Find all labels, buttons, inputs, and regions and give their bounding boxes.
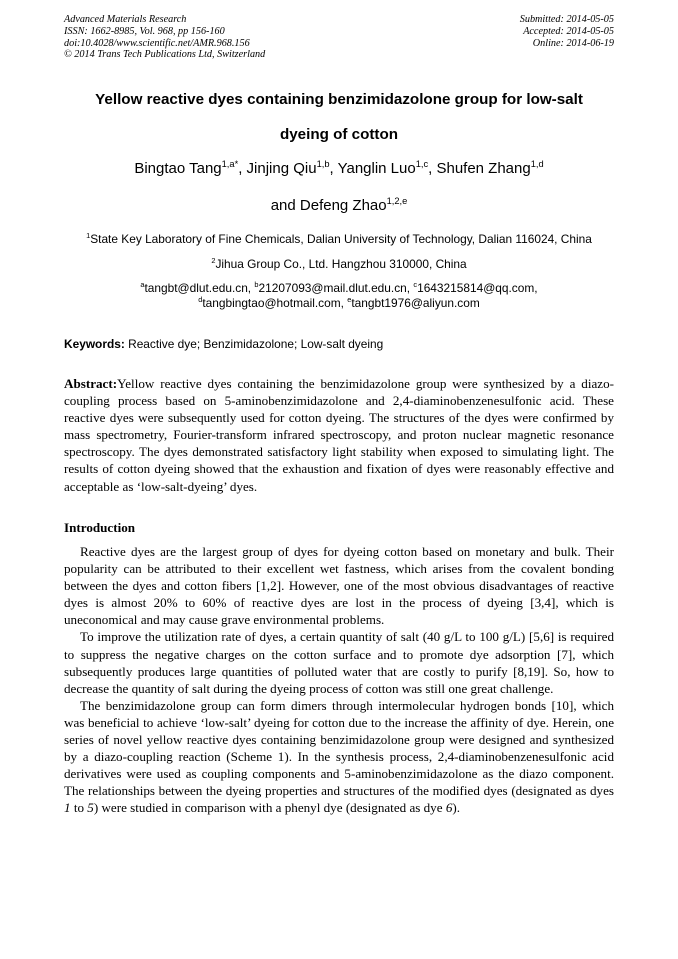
abstract-text: Yellow reactive dyes containing the benzimidazolone group were synthesized by a diazo-coupling process based on 5-aminobenzimidazolone and 2,4-diaminobenzenesulfonic acid. These reactive dyes were subsequently used for cotton dyeing. The structures of the dyes were confirmed by mass spectrometry, Fourier-transform infrared spectroscopy, and proton nuclear magnetic resonance spectroscopy. The dyes demonstrated satisfactory light stability when exposed to simulating light. The results of cotton dyeing showed that the exhaustion and fixation of dyes were reasonably effective and acceptable as ‘low-salt-dyeing’ dyes. [64,376,614,494]
email-sup: d [198,295,203,305]
paragraph-text: The benzimidazolone group can form dimers through intermolecular hydrogen bonds [10], which was beneficial to achieve ‘low-salt’ dyeing for cotton due to the increase the affinity of dye. Herein, one series of novel yellow reactive dyes containing benzimidazolone group were designed and synthesized by a diazo-coupling reaction (Scheme 1). In the synthesis process, 2,4-diaminobenzenesulfonic acid derivatives were used as coupling components and 5-aminobenzimidazolone as the diazo component. The relationships between the dyeing properties and structures of the modified dyes (designated as dyes [64,697,614,799]
author-sup: 1,a* [221,158,239,169]
author-separator: , [238,160,247,177]
affiliation-sup: 2 [211,256,216,266]
author-separator: , [329,160,338,177]
paper-title-line-2: dyeing of cotton [279,126,399,143]
affiliation-text: Jihua Group Co., Ltd. Hangzhou 310000, China [215,257,467,271]
email-sup: e [347,295,352,305]
author-list-line-2 [30,197,648,214]
introduction-body [64,543,614,817]
affiliation-1 [30,232,648,247]
email-sup: a [140,280,145,290]
email: tangbt@dlut.edu.cn, [144,281,255,295]
author-name: Defeng Zhao [299,197,387,214]
paragraph-text: ). [452,800,460,816]
affiliation-sup: 1 [86,231,91,241]
journal-name: Advanced Materials Research [64,14,187,25]
author-list [30,160,648,177]
paragraph [64,697,614,817]
email: 1643215814@qq.com, [417,281,538,295]
dye-number: 6 [445,800,453,816]
email: tangbt1976@aliyun.com [351,296,480,310]
paragraph: Reactive dyes are the largest group of dyes for dyeing cotton based on monetary and bulk. Their popularity can be attributed to their excellent wet fastness, which arises from the covalent bonding between the dyes and cotton fibers [1,2]. However, one of the most obvious disadvantages of reactive dyes is almost 20% to 60% of reactive dyes are lost in the process of dyeing [3,4], which is uneconomical and may cause grave environmental problems. [64,544,614,628]
email-sup: c [413,280,418,290]
affiliation-text: State Key Laboratory of Fine Chemicals, Dalian University of Technology, Dalian 116024, China [90,232,592,246]
submitted-date: Submitted: 2014-05-05 [519,14,614,25]
author-sup: 1,d [530,158,544,169]
email-sup: b [254,280,259,290]
accepted-date: Accepted: 2014-05-05 [523,25,614,37]
author-conjunction: and [270,197,300,214]
keywords-label: Keywords: [64,337,125,351]
doi: doi:10.4028/www.scientific.net/AMR.968.156 [64,37,250,49]
email: 21207093@mail.dlut.edu.cn, [258,281,414,295]
copyright: © 2014 Trans Tech Publications Ltd, Switzerland [64,49,266,61]
author-name: Jinjing Qiu [246,160,317,177]
dye-number: 1 [64,800,71,816]
journal-header-right [520,14,614,49]
keywords [64,337,614,351]
section-heading-introduction: Introduction [64,520,136,535]
author-sup: 1,c [415,158,429,169]
issn-volume: ISSN: 1662-8985, Vol. 968, pp 156-160 [64,25,225,37]
keywords-text: Reactive dye; Benzimidazolone; Low-salt dyeing [124,337,384,351]
author-name: Bingtao Tang [134,160,222,177]
dye-number: 5 [87,800,94,816]
author-name: Yanglin Luo [337,160,416,177]
abstract [64,375,614,495]
paragraph-text: to [70,800,88,816]
paragraph-text: ) were studied in comparison with a phenyl dye (designated as dye [93,800,446,816]
paper-title-line-1: Yellow reactive dyes containing benzimidazolone group for low-salt [95,91,583,108]
paragraph: To improve the utilization rate of dyes, a certain quantity of salt (40 g/L to 100 g/L) [5,6] is required to suppress the negative charges on the cotton surface and to promote dye adsorption [7], which subsequently produces large quantities of polluted water that are costly to purify [8,19]. So, how to decrease the quantity of salt during the dyeing process of cotton was still one great challenge. [64,629,614,696]
online-date: Online: 2014-06-19 [532,37,614,49]
email: tangbingtao@hotmail.com, [202,296,348,310]
author-separator: , [428,160,437,177]
affiliation-2 [30,257,648,272]
email-list [30,281,648,311]
author-name: Shufen Zhang [436,160,531,177]
author-sup: 1,b [316,158,330,169]
journal-header-left [64,14,265,61]
abstract-label: Abstract: [64,376,118,391]
author-sup: 1,2,e [386,195,408,206]
